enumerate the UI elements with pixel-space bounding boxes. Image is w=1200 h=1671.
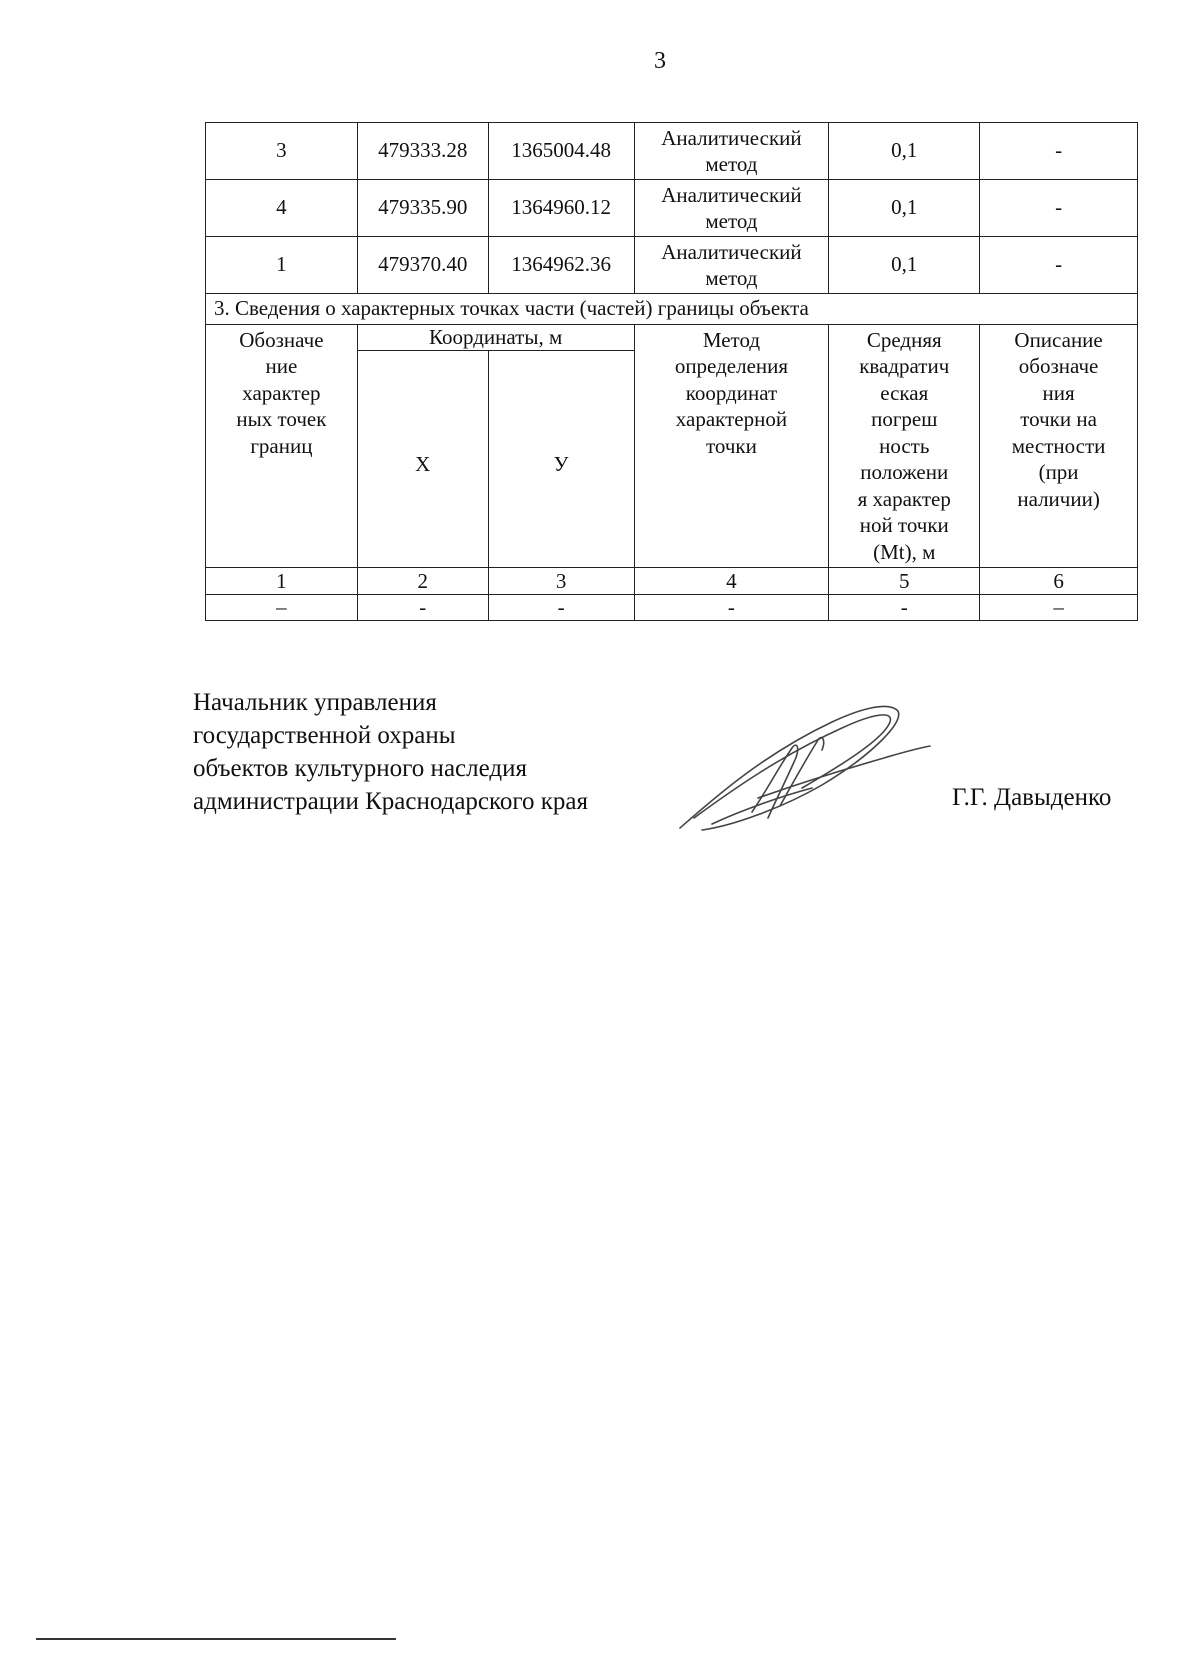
position-line: государственной охраны <box>193 722 456 749</box>
header-line: точки <box>706 433 757 458</box>
column-number: 3 <box>488 568 634 595</box>
coordinates-table <box>205 122 1138 621</box>
position-line: администрации Краснодарского края <box>193 788 589 815</box>
column-number: 2 <box>357 568 488 595</box>
footnote-divider <box>36 1638 396 1640</box>
empty-cell: - <box>488 595 634 621</box>
header-line: координат <box>685 380 778 405</box>
y-header: У <box>488 351 634 568</box>
header-line: местности <box>1011 433 1106 458</box>
description-cell: - <box>980 180 1138 237</box>
header-line: я характер <box>857 486 951 511</box>
method-header <box>634 325 829 568</box>
method-cell <box>634 180 829 237</box>
coordinates-header: Координаты, м <box>357 325 634 351</box>
point-number-cell: 1 <box>206 237 358 294</box>
header-line: положени <box>860 460 949 485</box>
accuracy-cell: 0,1 <box>829 180 980 237</box>
section-title: 3. Сведения о характерных точках части (частей) границы объекта <box>206 294 1138 325</box>
column-number-row <box>206 568 1138 595</box>
header-line: определения <box>674 354 789 379</box>
header-line: квадратич <box>859 354 950 379</box>
handwritten-signature <box>672 700 932 835</box>
y-coordinate-cell: 1364960.12 <box>488 180 634 237</box>
empty-cell: – <box>980 595 1138 621</box>
section-title-row <box>206 294 1138 325</box>
method-cell <box>634 123 829 180</box>
header-line: (при <box>1038 460 1079 485</box>
header-line: Обозначе <box>239 328 324 352</box>
header-row <box>206 325 1138 351</box>
method-line: метод <box>705 209 758 233</box>
empty-cell: - <box>634 595 829 621</box>
accuracy-cell: 0,1 <box>829 237 980 294</box>
header-line: характер <box>242 380 321 405</box>
position-line: Начальник управления <box>193 689 437 716</box>
header-line: точки на <box>1020 407 1097 432</box>
column-number: 4 <box>634 568 829 595</box>
signatory-name: Г.Г. Давыденко <box>952 784 1112 811</box>
x-coordinate-cell: 479370.40 <box>357 237 488 294</box>
method-line: Аналитический <box>661 125 802 150</box>
header-line: ния <box>1042 380 1075 405</box>
header-line: ных точек <box>236 407 327 432</box>
header-line: обозначе <box>1018 354 1099 379</box>
header-line: ность <box>879 433 930 458</box>
x-coordinate-cell: 479335.90 <box>357 180 488 237</box>
header-line: Метод <box>702 328 761 352</box>
header-line: ной точки <box>859 513 949 538</box>
header-line: ние <box>265 354 298 379</box>
point-number-cell: 4 <box>206 180 358 237</box>
table-row <box>206 180 1138 237</box>
signatory-position <box>193 686 588 818</box>
page-number: 3 <box>654 48 666 74</box>
description-cell: - <box>980 123 1138 180</box>
header-line: (Mt), м <box>873 539 936 564</box>
accuracy-cell: 0,1 <box>829 123 980 180</box>
description-cell: - <box>980 237 1138 294</box>
designation-header <box>206 325 358 568</box>
method-line: метод <box>705 266 758 290</box>
empty-cell: - <box>357 595 488 621</box>
description-header <box>980 325 1138 568</box>
position-line: объектов культурного наследия <box>193 755 527 782</box>
y-coordinate-cell: 1364962.36 <box>488 237 634 294</box>
method-line: Аналитический <box>661 239 802 264</box>
header-line: Средняя <box>866 328 942 352</box>
method-line: метод <box>705 152 758 176</box>
empty-data-row <box>206 595 1138 621</box>
header-line: погреш <box>871 407 938 432</box>
method-cell <box>634 237 829 294</box>
header-line: еская <box>880 380 929 405</box>
header-line: границ <box>250 433 313 458</box>
empty-cell: - <box>829 595 980 621</box>
point-number-cell: 3 <box>206 123 358 180</box>
y-coordinate-cell: 1365004.48 <box>488 123 634 180</box>
column-number: 1 <box>206 568 358 595</box>
x-header: Х <box>357 351 488 568</box>
header-line: наличии) <box>1017 486 1100 511</box>
column-number: 5 <box>829 568 980 595</box>
header-line: характерной <box>675 407 788 432</box>
header-line: Описание <box>1014 328 1103 352</box>
column-number: 6 <box>980 568 1138 595</box>
method-line: Аналитический <box>661 182 802 207</box>
accuracy-header <box>829 325 980 568</box>
x-coordinate-cell: 479333.28 <box>357 123 488 180</box>
empty-cell: – <box>206 595 358 621</box>
table-row <box>206 123 1138 180</box>
table-row <box>206 237 1138 294</box>
